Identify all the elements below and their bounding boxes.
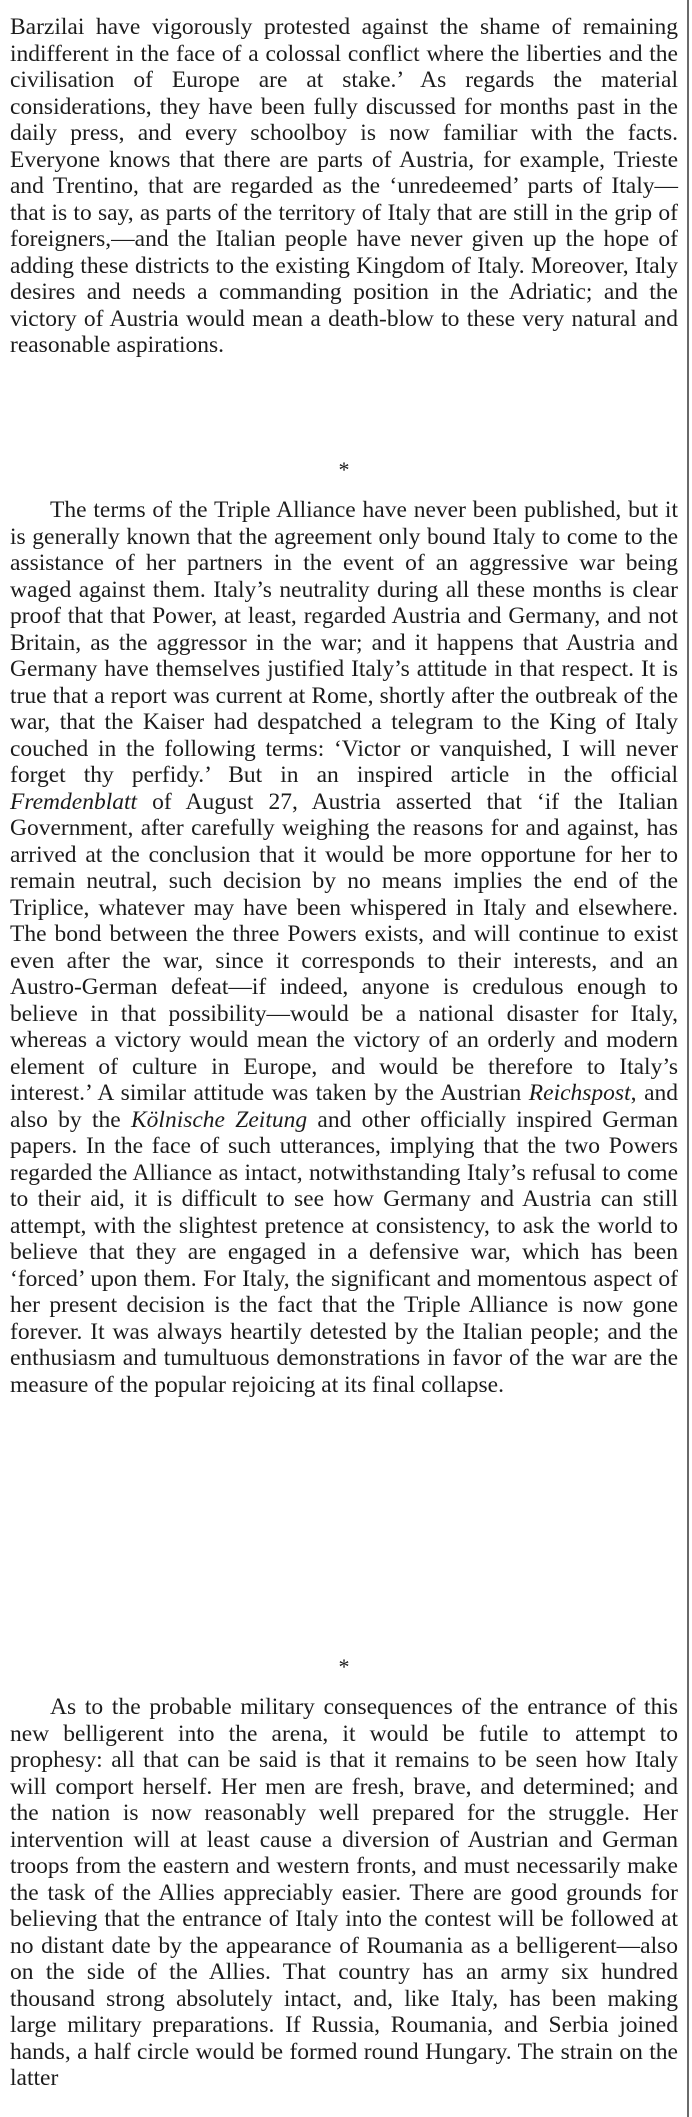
- text-run: and other officially inspired German papers. In the face of such utterances, implying that the two Powers regarded the Alliance as intact, notwithstanding Italy’s refusal to come to their aid, it is difficult to see how Germany and Austria can still attempt, with the slightest pretence at consistency, to ask the world to believe that they are engaged in a defensive war, which has been ‘forced’ upon them. For Italy, the significant and momentous aspect of her present decision is the fact that the Triple Alliance is now gone forever. It was always heartily detested by the Italian people; and the enthusiasm and tumultuous demonstrations in favor of the war are the measure of the popular rejoicing at its final collapse.: [10, 1106, 678, 1398]
- article-column: [10, 14, 678, 2092]
- italic-title: Kölnische Zeitung: [131, 1106, 308, 1133]
- paragraph: [10, 497, 678, 1647]
- italic-title: Fremdenblatt: [10, 788, 138, 815]
- italic-title: Reichspost: [528, 1080, 631, 1106]
- paragraph: [10, 1694, 678, 2092]
- text-run: of August 27, Austria asserted that ‘if the Italian Government, after carefully weighing the reasons for and against, has arrived at the conclusion that it would be more opportune for her to remain neutral, such decision by no means implies the end of the Triplice, whatever may have been whispered in Italy and elsewhere. The bond between the three Powers exists, and will continue to exist even after the war, since it corresponds to their interests, and an Austro-German defeat—if indeed, anyone is credulous enough to believe in that possibility—would be a national disaster for Italy, whereas a victory would mean the victory of an orderly and modern element of culture in Europe, and would be therefore to Italy’s interest.’ A similar attitude was taken by the Austrian: [10, 788, 678, 1106]
- column-rule: [687, 0, 689, 2117]
- text-run: Barzilai have vigorously protested against the shame of remaining indifferent in the face of a colossal conflict where the liberties and the civilisation of Europe are at stake.’ As regards the material considerations, they have been fully discussed for months past in the daily press, and every schoolboy is now familiar with the facts. Everyone knows that there are parts of Austria, for example, Trieste and Trentino, that are regarded as the ‘unredeemed’ parts of Italy—that is to say, as parts of the territory of Italy that are still in the grip of foreigners,—and the Italian people have never given up the hope of adding these districts to the existing Kingdom of Italy. Moreover, Italy desires and needs a commanding position in the Adriatic; and the victory of Austria would mean a death-blow to these very natural and reasonable aspirations.: [10, 14, 678, 358]
- paragraph: [10, 14, 678, 450]
- text-run: The terms of the Triple Alliance have never been published, but it is generally known that the agreement only bound Italy to come to the assistance of her partners in the event of an aggressive war being waged against them. Italy’s neutrality during all these months is clear proof that that Power, at least, regarded Austria and Germany, and not Britain, as the aggressor in the war; and it happens that Austria and Germany have themselves justified Italy’s attitude in that respect. It is true that a report was current at Rome, shortly after the outbreak of the war, that the Kaiser had despatched a telegram to the King of Italy couched in the following terms: ‘Victor or vanquished, I will never forget thy perfidy.’ But in an inspired article in the official: [10, 497, 678, 788]
- text-run: As to the probable military consequences of the entrance of this new belligerent into the arena, it would be futile to attempt to prophesy: all that can be said is that it remains to be seen how Italy will comport herself. Her men are fresh, brave, and determined; and the nation is now reasonably well prepared for the struggle. Her intervention will at least cause a diversion of Austrian and German troops from the eastern and western fronts, and must necessarily make the task of the Allies appreciably easier. There are good grounds for believing that the entrance of Italy into the contest will be followed at no distant date by the appearance of Roumania as a belligerent—also on the side of the Allies. That country has an army six hundred thousand strong absolutely intact, and, like Italy, has been making large military preparations. If Russia, Roumania, and Serbia joined hands, a half circle would be formed round Hungary. The strain on the latter: [10, 1694, 678, 2091]
- section-separator: *: [338, 1654, 350, 1679]
- section-separator: *: [338, 457, 350, 482]
- text-run: , and also by the: [10, 1080, 678, 1133]
